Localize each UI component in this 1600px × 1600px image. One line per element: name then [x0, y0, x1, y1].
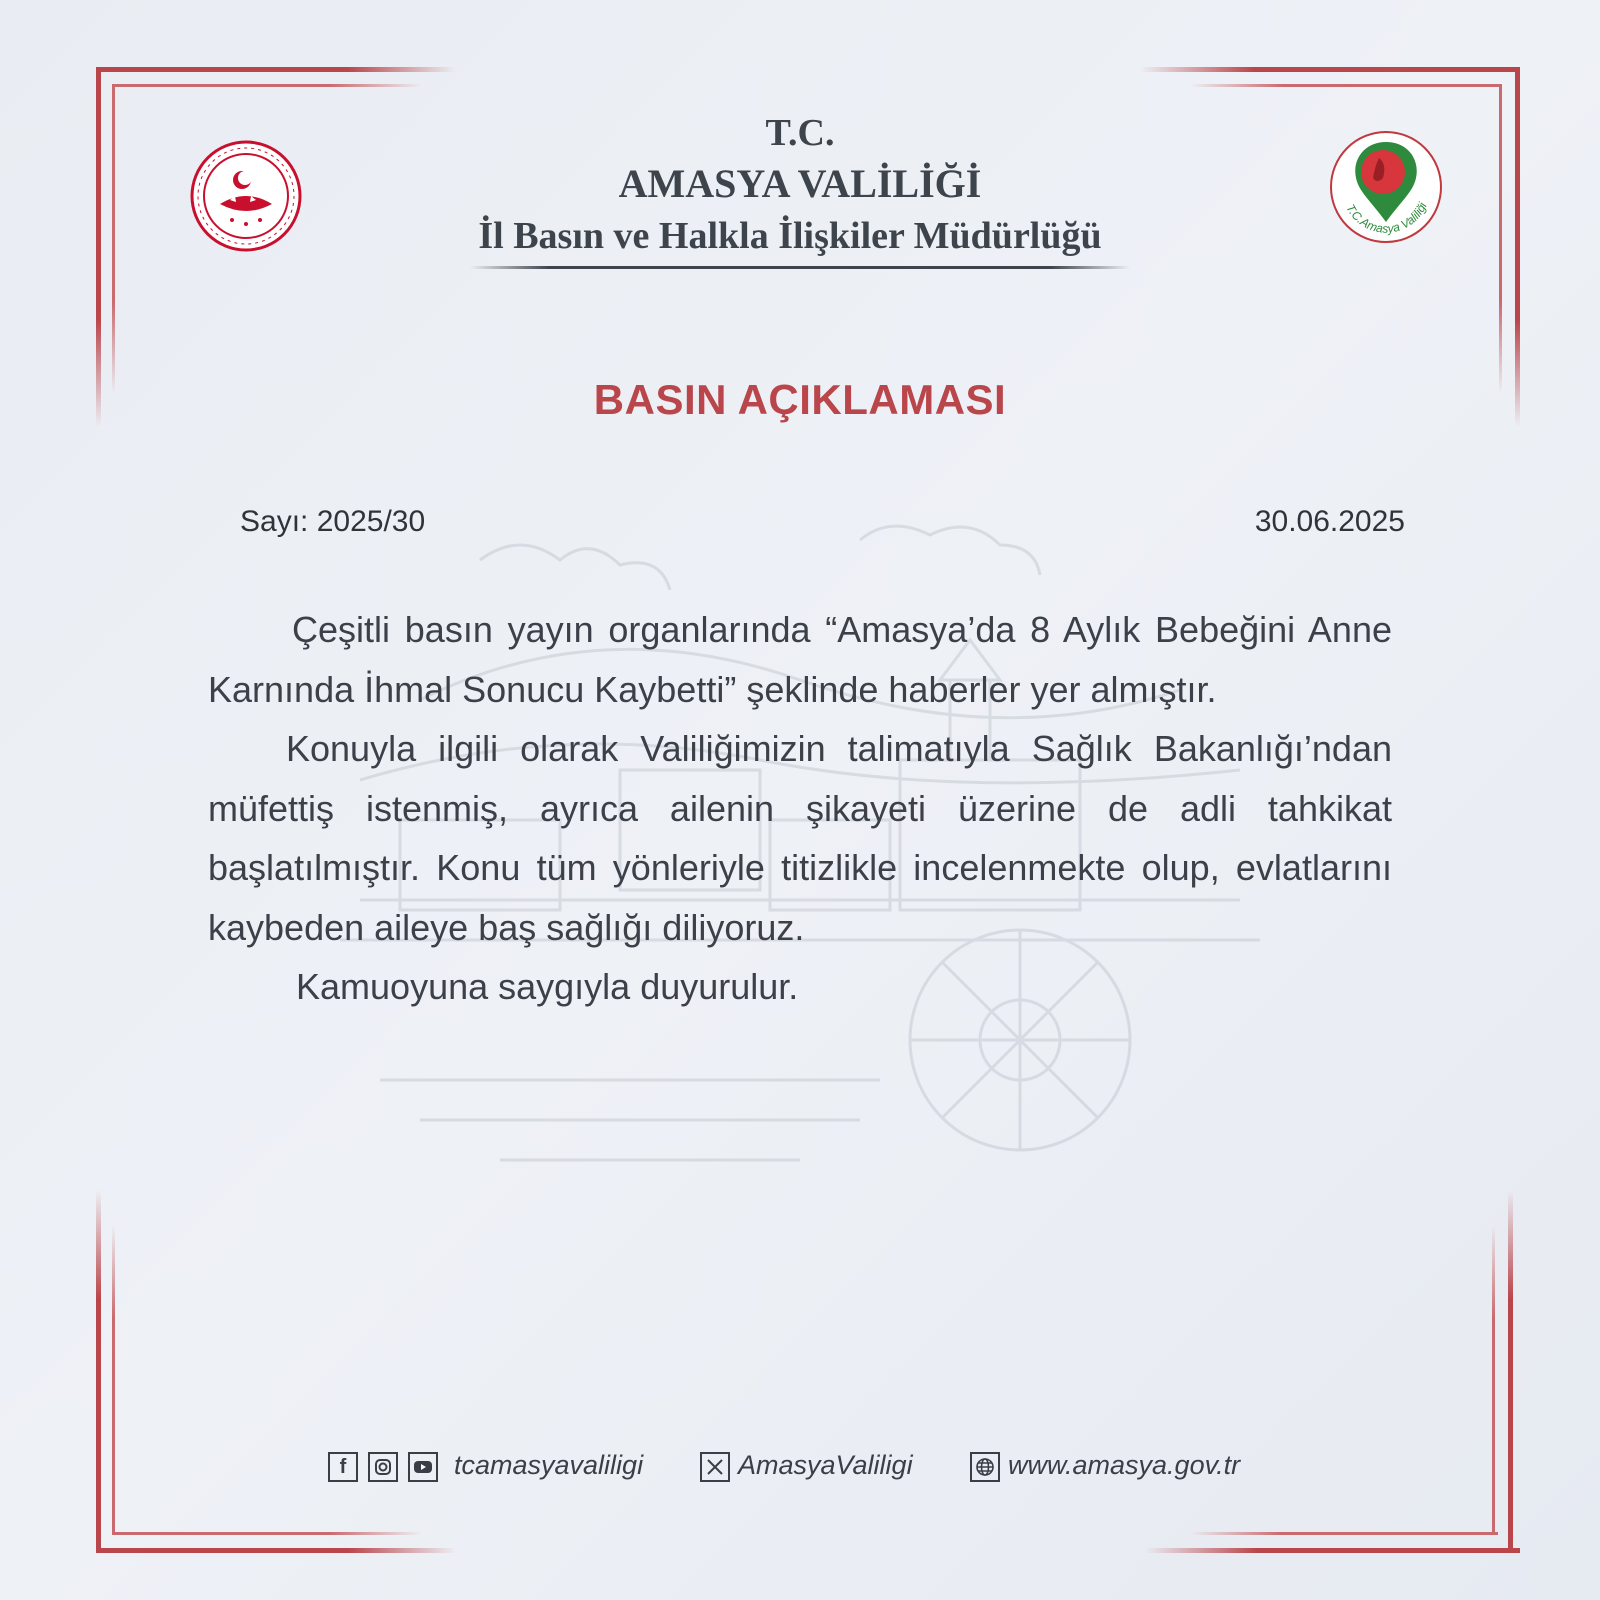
x-handle[interactable]: AmasyaValiligi	[738, 1450, 913, 1480]
website-link[interactable]: www.amasya.gov.tr	[1008, 1450, 1241, 1480]
youtube-icon[interactable]	[408, 1452, 438, 1482]
instagram-icon[interactable]	[368, 1452, 398, 1482]
paragraph-1: Çeşitli basın yayın organlarında “Amasya’da 8 Aylık Bebeğini Anne Karnında İhmal Sonucu Kaybetti” şeklinde haberler yer almıştır.	[208, 609, 1392, 710]
header-governorship: AMASYA VALİLİĞİ	[618, 161, 982, 206]
document-date: 30.06.2025	[1254, 505, 1405, 538]
facebook-icon[interactable]: f	[328, 1452, 358, 1482]
document-title: BASIN AÇIKLAMASI	[593, 376, 1007, 423]
document-number: Sayı: 2025/30	[240, 505, 426, 538]
frame-top-right-inner	[1190, 84, 1502, 87]
footer-social-bar	[0, 1452, 1600, 1492]
frame-bottom-left-inner	[112, 1532, 422, 1535]
amasya-governorship-logo-icon	[1327, 128, 1445, 246]
header-directorate: İl Basın ve Halkla İlişkiler Müdürlüğü	[478, 215, 1102, 257]
frame-bottom-right-inner	[1190, 1532, 1498, 1535]
frame-top-left-inner	[112, 84, 422, 87]
header-tc: T.C.	[765, 112, 835, 154]
frame-bottom-right-outer-vertical	[1508, 1190, 1513, 1553]
frame-bottom-left-outer	[96, 1548, 456, 1553]
globe-icon[interactable]	[970, 1452, 1000, 1482]
ministry-of-interior-seal-icon	[190, 140, 302, 252]
amasya-logo-text: T.C.Amasya Valiliği	[1343, 200, 1430, 236]
frame-top-left-outer	[96, 67, 456, 72]
paragraph-3: Kamuoyuna saygıyla duyurulur.	[296, 966, 799, 1007]
header-divider	[470, 266, 1130, 269]
frame-bottom-left-outer-vertical	[96, 1190, 101, 1553]
x-icon[interactable]	[700, 1452, 730, 1482]
paragraph-2: Konuyla ilgili olarak Valiliğimizin talimatıyla Sağlık Bakanlığı’ndan müfettiş istenmiş, ayrıca ailenin şikayeti üzerine de adli tahkikat başlatılmıştır. Konu tüm yönleriyle titizlikle incelenmekte olup, evlatlarını kaybeden aileye baş sağlığı diliyoruz.	[208, 728, 1392, 948]
social-handle[interactable]: tcamasyavaliligi	[454, 1450, 644, 1480]
frame-top-right-outer	[1140, 67, 1520, 72]
frame-bottom-right-outer	[1145, 1548, 1520, 1553]
press-release-body	[208, 600, 1392, 1017]
